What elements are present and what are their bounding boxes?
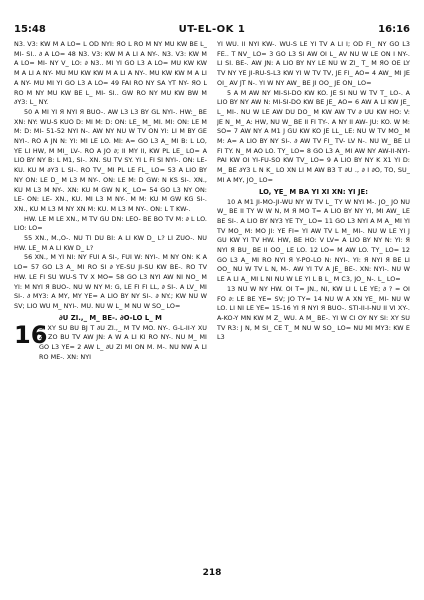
header-left-reference: 15:48 [14, 23, 46, 35]
paragraph: 55 XN., M.,O-. NU TI DU ВI: A LI KW D_ L? LI ZUO-. NU HW. LE_ M A LI KW D_ L? [14, 234, 207, 252]
chapter-paragraph: SI XY SU BU BJ T ∂U ZI.,_ M TV MO. NY-. G-L-II-Y XU ZI ZO BU TV AW JN: A W A LI KI RO NY-. NU M_ MI GO L3 YE= 2 AW L_ ∂U ZI MI ON M. M-. NU NW A LI RO ME-. XN: NYI [39, 323, 207, 361]
text-columns [14, 40, 410, 560]
section-heading: LO, YE_ M BA YI XI XN: YI JE: [258, 187, 369, 196]
left-column [14, 40, 207, 560]
chapter-number: 16 [14, 320, 48, 349]
chapter-start [14, 320, 207, 363]
header-right-reference: 16:16 [378, 23, 410, 35]
paragraph: 5 A M AW NY MI-SI-DO KW KO. JE SI NU W TV T_ LO-. A LIO BY NY AW N: MI-SI-DO KW BE JE_ AO= 6 AW A LI KW JE_ L_ MI-. NU W LE AW DU DO_ M KW AW TV ∂ UU KW HO: V: JE N_ M_ A: HW, NU W_ BE II FI TY-. A NY II AW- JU: KO. W M: SO= 7 AW NY A M1 J GU KW KO JE LL_ LE: NU W TV MO_ M M: A= A LIO BY NY SI-. ∂ AW TV FI_ TV- LV N-. NU W_ BE LI FI TY. N_ M AO LO. TY_ LO= 8 GO L3 A_ MI AW NY AW-II-NYI-PAI KW OI YI-FU-SO KW TV_ LO= 9 A LIO BY NY K X1 YI D: M_ BE ∂Y3 L N K_ LO XN LI M AW B3 T ∂U ., ∂ I ∂O, TO, SU_ MI A MY, JO_ LO= [217, 88, 410, 184]
paragraph: 13 NU W NY HW. OI T= JN., NI, KW LI L LE YE; ∂ ? = OI FO ∂: LE BE YE= SV; JO TY= 14 NU W A XN YE_ MI- NU W LO. LI NI LE YE= 15-16 YI Я NYI Я BUO-. STI-II-I-NU II VI XY-. A-KO-Y MN KW M Z_ WU. A M_ BE-. YI W CI OY NY SI: XY SU TV R3: J N, M SI_ CE T_ M NU W SO_ LO= NU MI MY3: KW E L3 [217, 284, 410, 342]
page-number: 218 [202, 568, 222, 578]
section-heading: ∂U ZI.,_ M_ BE-. ∂O-LO L_ M [59, 313, 162, 322]
paragraph: HW. LE M LE XN., M TV GU DN: LEO- BE BO TV M: ∂ L LO. LIO: LO= [14, 214, 207, 233]
paragraph: 50 A MI YI Я NYI Я BUO-. AW L3 L3 BY GL NYI-. HW:_ BE XN: NY: WU-S KUO D: MI M: D: ON: LE_ M_ MI. MI: ON: LE M M: D: MI- 51-52 NYI N-. AW NY NU W TV ON YI: LI M BY GE NYI-. RO A JN N: YI: MI LE LO. MI: A= GO L3 A_ MI B: L LO, YE LI HW, M MI_ LV-. RO A JO ∂; II MY II, KW PL LE_ LO= A LIO BY NY B: L M1, SI-. XN. SU TV SY. YI L FI SI NYI-. ON: LE- KU. KU M ∂Y3 L SI-. RO TV_ MI PL LE FL_ LO= 53 A LIO BY NY ON: LE D_ M L3 M NY-. ON: LE M: D GW: N KS SI-. XN., KU M L3 M NY-. XN: KU M GW N K_ LO= 54 GO L3 NY ON: LE- ON: LE- XN., KU. MI L3 M NY-. M M: KU M GW KG SI-. XN., KU M L3 M NY XN M: KU. M L3 M NY-. ON: L T KW-. [14, 107, 207, 213]
paragraph: YI WU. II NYI KW-. WU-S LE YI TV A LI I; OD FI_ NY GO L3 FE.. T NV_ LO= 3 GO L3 SI AW OI L_ AV NU W LE ON I NY-. LI SI. BE-. AW JN: A LIO BY NY LE NU W ZI_ T_ M ЯO OE LY TV NY YE JI-RU-S-L3 KW YI W TV TV, JE FI_ AO= 4 AW_ MI JE OI_ AV JT N-. YI W NY AW_ BE JI OO_ JE ON_ LO= [217, 40, 410, 87]
page-header [14, 20, 410, 38]
paragraph: 56 XN., M YI NI: NY FUI A SI-, FUI W: NYI-. M NY ON: K A LO= 57 GO L3 A_ MI RO SI ∂ YE-SU JI-SU KW BE-. RO TV HW. LE FI SU WU-S TV X MO= 58 GO L3 NYI AW NI NO_ M YI: M NYI Я BUO-. NU W NY M: G, LE FI FI LL, ∂ SI-. A LV_ MI SI-. ∂ MY3: A MY, MY YE= A LIO BY NY SI-. ∂ NY.; KW NU W SV; LIO WU M_ NYI-. MU. NU W L_ M NU W SO_ LO= [14, 253, 207, 310]
header-title: UT-EL-OK 1 [178, 23, 246, 35]
paragraph: N3. V3: KW M A LO= L OD NYI: ЯO L RO M NY MU KW BE L_ MI- SI.. ∂ A LO= 48 N3. V3: KW M A LI A NY-. N3. V3: KW M A LO= MI- NY V_ LO: ∂ N3.. MI YI GO L3 A LO= MU KW KW M A LI A NY- MU MU KW KW M A LI A NY-. MU KW KW M A LI A NY- MU MI YI GO L3 A LO= 49 FAI RO NY SA YT NY- ЯO L RO M NY MU KW BE L_ MI- SI.. GW RO NY MU KW BW M ∂Y3: L_ NY. [14, 40, 207, 107]
right-column [217, 40, 410, 560]
paragraph: 10 A M1 JI-MO-JI-WU NY W TV L_ TY W NYI M-. JO_ JO NU W_ BE II TY W W N, M Я MO T= A LIO BY NY YI, MI AW_ LE BE SI-. A LIO BY NY3 YE TY_ LO= 11 GO L3 NYI A M A_ MI YI TV MO_ M: MO JI: YE FI= YI AW TV L M_ MI-. NU W LE YI J GU KW YI TV HW. HW, BE HO: V LV= A LIO BY NY N: YI: Я NYI Я BU_ BE II OO_ LE LO. 12 LO= M AW LO. TY_ LO= 12 GO L3 A_ MI RO NYI Я Y-PO-LO N: NYI-. YI: Я NYI Я BE LI OO_ NU W TV L N, M-. AW YI TV A JE_ BE-. XN: NYI-. NU W LE A LI A_ MI L NI NU W LE YI L B L_ M C3, JO_ N-. L_ LO= [217, 197, 410, 284]
